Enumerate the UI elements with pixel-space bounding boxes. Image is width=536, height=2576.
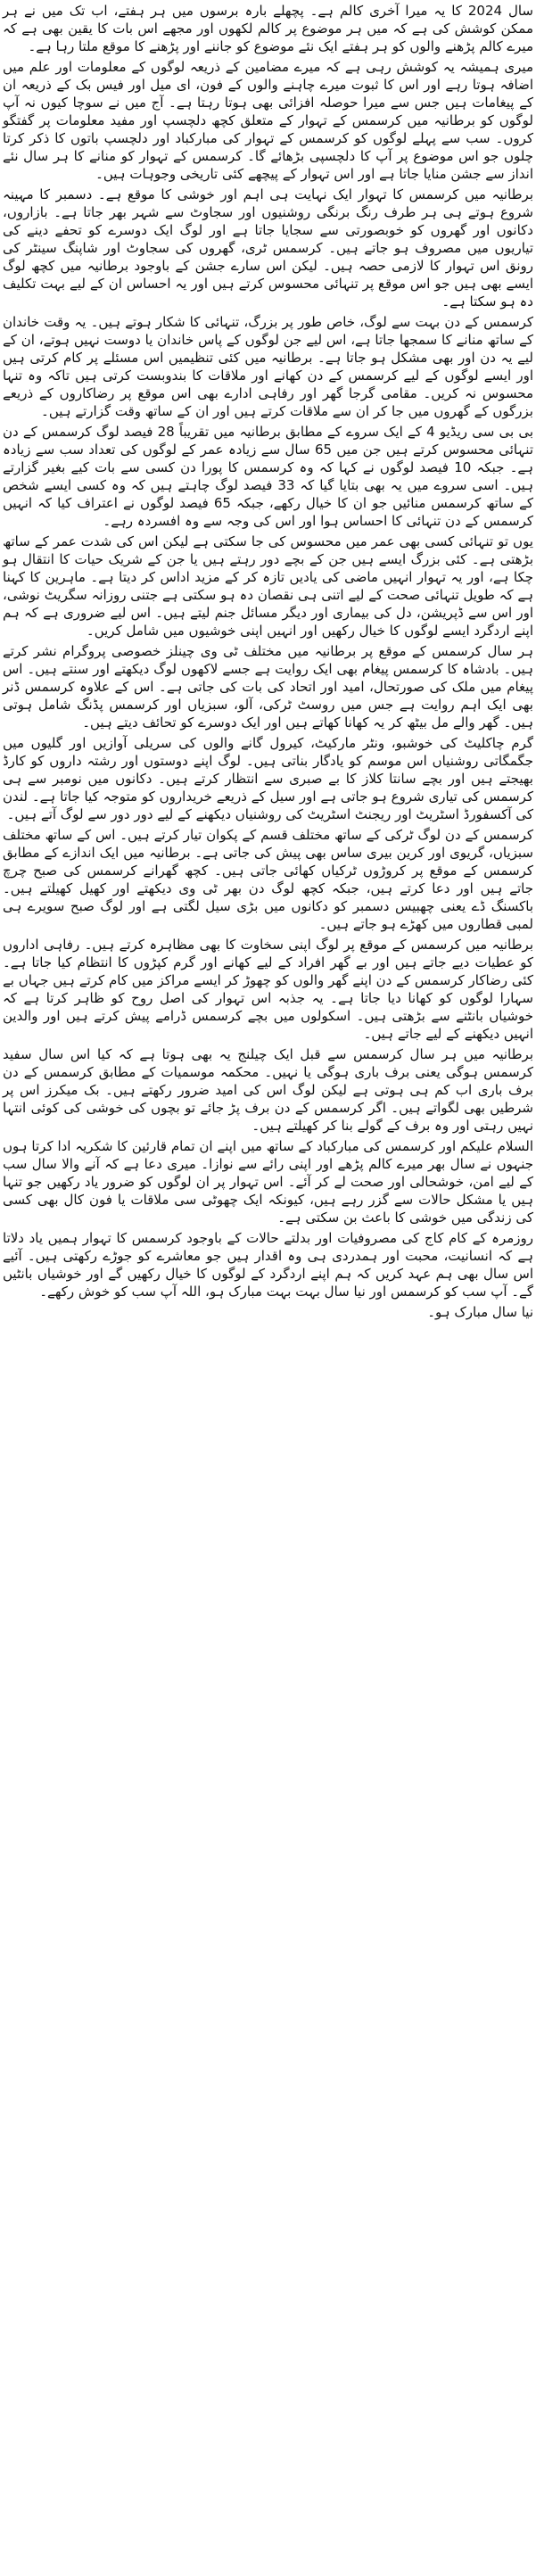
article-closing-line: نیا سال مبارک ہو۔: [427, 1304, 533, 1320]
article-paragraph-10: برطانیہ میں کرسمس کے موقع پر لوگ اپنی سخاوت کا بھی مظاہرہ کرتے ہیں۔ رفاہی اداروں کو عطیات دیے جاتے ہیں اور بے گھر افراد کے لیے کھانے اور گرم کپڑوں کا انتظام کیا جاتا ہے۔ کئی رضاکار کرسمس کے دن اپنے گھر والوں کو چھوڑ کر ایسے مراکز میں کام کرتے ہیں جہاں بے سہارا لوگوں کو کھانا دیا جاتا ہے۔ یہ جذبہ اس تہوار کی اصل روح کو ظاہر کرتا ہے کہ خوشیاں بانٹنے سے بڑھتی ہیں۔ اسکولوں میں بچے کرسمس ڈرامے پیش کرتے ہیں اور والدین انہیں دیکھنے کے لیے جاتے ہیں۔: [3, 937, 533, 1042]
article-paragraph-2: میری ہمیشہ یہ کوشش رہی ہے کہ میرے مضامین کے ذریعہ لوگوں کے معلومات اور علم میں اضافہ ہوتا رہے اور اس کا ثبوت میرے چاہنے والوں کے فون، ای میل اور فیس بک کے ذریعہ ان کے پیغامات ہیں جس سے میرا حوصلہ افزائی بھی ہوتا رہتا ہے۔ آج میں نے سوچا کیوں نہ آپ لوگوں کو برطانیہ میں کرسمس کے تہوار کے متعلق کچھ دلچسپ اور مفید معلومات پر گفتگو کروں۔ سب سے پہلے لوگوں کو کرسمس کے تہوار کی مبارکباد اور دلچسپ باتوں کا ذکر کرتا چلوں جو اس موضوع پر آپ کا دلچسپی بڑھائے گا۔ کرسمس کے تہوار کو منانے کا ہر سال نئے انداز سے جشن منایا جاتا ہے اور اس تہوار کے پیچھے کئی تاریخی وجوہات ہیں۔: [3, 59, 533, 182]
article-paragraph-11: برطانیہ میں ہر سال کرسمس سے قبل ایک چیلنج یہ بھی ہوتا ہے کہ کیا اس سال سفید کرسمس ہوگی یعنی برف باری ہوگی یا نہیں۔ محکمہ موسمیات کے مطابق کرسمس کے دن برف باری اب کم ہی ہوتی ہے لیکن لوگ اس کی امید ضرور رکھتے ہیں۔ بک میکرز اس پر شرطیں بھی لگواتے ہیں۔ اگر کرسمس کے دن برف پڑ جائے تو بچوں کی خوشی کی کوئی انتہا نہیں رہتی اور وہ برف کے گولے بنا کر کھیلتے ہیں۔: [3, 1046, 533, 1134]
article-paragraph-1: سال 2024 کا یہ میرا آخری کالم ہے۔ پچھلے بارہ برسوں میں ہر ہفتے، اب تک میں نے ہر ممکن کوشش کی ہے کہ میں ہر موضوع پر کالم لکھوں اور مجھے اس بات کا یقین بھی ہے کہ میرے کالم پڑھنے والوں کو ہر ہفتے ایک نئے موضوع کو جاننے اور پڑھنے کا موقع ملتا رہا ہے۔: [3, 3, 533, 54]
article-paragraph-7: ہر سال کرسمس کے موقع پر برطانیہ میں مختلف ٹی وی چینلز خصوصی پروگرام نشر کرتے ہیں۔ بادشاہ کا کرسمس پیغام بھی ایک روایت ہے جسے لاکھوں لوگ دیکھتے اور سنتے ہیں۔ اس پیغام میں ملک کی صورتحال، امید اور اتحاد کی بات کی جاتی ہے۔ اس کے علاوہ کرسمس ڈنر بھی ایک اہم روایت ہے جس میں روسٹ ٹرکی، آلو، سبزیاں اور کرسمس پڈنگ شامل ہوتی ہیں۔ گھر والے مل بیٹھ کر یہ کھانا کھاتے ہیں اور ایک دوسرے کو تحائف دیتے ہیں۔: [3, 643, 533, 731]
article-paragraph-8: گرم چاکلیٹ کی خوشبو، ونٹر مارکیٹ، کیرول گانے والوں کی سریلی آوازیں اور گلیوں میں جگمگاتی روشنیاں اس موسم کو یادگار بناتی ہیں۔ لوگ اپنے دوستوں اور رشتہ داروں کو کارڈ بھیجتے ہیں اور بچے سانتا کلاز کا بے صبری سے انتظار کرتے ہیں۔ دکانوں میں نومبر سے ہی کرسمس کی تیاری شروع ہو جاتی ہے اور سیل کے ذریعے خریداروں کو متوجہ کیا جاتا ہے۔ لندن کی آکسفورڈ اسٹریٹ اور ریجنٹ اسٹریٹ کی روشنیاں دیکھنے کے لیے دور دور سے لوگ آتے ہیں۔: [3, 735, 533, 822]
article-paragraph-3: برطانیہ میں کرسمس کا تہوار ایک نہایت ہی اہم اور خوشی کا موقع ہے۔ دسمبر کا مہینہ شروع ہوتے ہی ہر طرف رنگ برنگی روشنیوں اور سجاوٹ سے شہر بھر جاتا ہے۔ بازاروں، دکانوں اور گھروں کو خوبصورتی سے سجایا جاتا ہے اور لوگ ایک دوسرے کو تحفے دینے کی تیاریوں میں مصروف ہو جاتے ہیں۔ کرسمس ٹری، گھروں کی سجاوٹ اور شاپنگ سینٹر کی رونق اس تہوار کا لازمی حصہ ہیں۔ لیکن اس سارے جشن کے باوجود برطانیہ میں کچھ لوگ ایسے بھی ہیں جو اس موقع پر تنہائی محسوس کرتے ہیں اور یہ احساس ان کے لیے بہت تکلیف دہ ہو سکتا ہے۔: [3, 186, 533, 310]
article-paragraph-4: کرسمس کے دن بہت سے لوگ، خاص طور پر بزرگ، تنہائی کا شکار ہوتے ہیں۔ یہ وقت خاندان کے ساتھ منانے کا سمجھا جاتا ہے، اس لیے جن لوگوں کے پاس خاندان یا دوست نہیں ہوتے، ان کے لیے یہ دن اور بھی مشکل ہو جاتا ہے۔ برطانیہ میں کئی تنظیمیں اس مسئلے پر کام کرتی ہیں اور ایسے لوگوں کے لیے کرسمس کے دن کھانے اور ملاقات کا بندوبست کرتی ہیں تاکہ وہ تنہا محسوس نہ کریں۔ مقامی گرجا گھر اور رفاہی ادارے بھی اس موقع پر رضاکاروں کے ذریعے بزرگوں کے گھروں میں جا کر ان سے ملاقات کرتے ہیں اور ان کے ساتھ وقت گزارتے ہیں۔: [3, 314, 533, 419]
article-paragraph-13: روزمرہ کے کام کاج کی مصروفیات اور بدلتے حالات کے باوجود کرسمس کا تہوار ہمیں یاد دلاتا ہے کہ انسانیت، محبت اور ہمدردی ہی وہ اقدار ہیں جو معاشرے کو جوڑے رکھتی ہیں۔ آئیے اس سال بھی ہم عہد کریں کہ ہم اپنے اردگرد کے لوگوں کا خیال رکھیں گے اور خوشیاں بانٹیں گے۔ آپ سب کو کرسمس اور نیا سال بہت بہت مبارک ہو، اللہ آپ سب کو خوش رکھے۔: [3, 1230, 533, 1300]
article-paragraph-6: یوں تو تنہائی کسی بھی عمر میں محسوس کی جا سکتی ہے لیکن اس کی شدت عمر کے ساتھ بڑھتی ہے۔ کئی بزرگ ایسے ہیں جن کے بچے دور رہتے ہیں یا جن کے شریک حیات کا انتقال ہو چکا ہے، اور یہ تہوار انہیں ماضی کی یادیں تازہ کر کے مزید اداس کر دیتا ہے۔ ماہرین کا کہنا ہے کہ طویل تنہائی صحت کے لیے اتنی ہی نقصان دہ ہو سکتی ہے جتنی روزانہ سگریٹ نوشی، اور اس سے ڈپریشن، دل کی بیماری اور دیگر مسائل جنم لیتے ہیں۔ اس لیے ضروری ہے کہ ہم اپنے اردگرد ایسے لوگوں کا خیال رکھیں اور انہیں اپنی خوشیوں میں شامل کریں۔: [3, 533, 533, 639]
article-paragraph-5: بی بی سی ریڈیو 4 کے ایک سروے کے مطابق برطانیہ میں تقریباً 28 فیصد لوگ کرسمس کے دن تنہائی محسوس کرتے ہیں جن میں 65 سال سے زیادہ عمر کے لوگوں کی تعداد سب سے زیادہ ہے۔ جبکہ 10 فیصد لوگوں نے کہا کہ وہ کرسمس کا پورا دن کسی سے بات کیے بغیر گزارتے ہیں۔ اسی سروے میں یہ بھی بتایا گیا کہ 33 فیصد لوگ چاہتے ہیں کہ وہ کسی ایسے شخص کے ساتھ کرسمس منائیں جو ان کا خیال رکھے، جبکہ 65 فیصد لوگوں نے اعتراف کیا کہ انہیں کرسمس کے دن تنہائی کا احساس ہوا اور اس کی وجہ سے وہ افسردہ رہے۔: [3, 424, 533, 529]
article-paragraph-12: السلام علیکم اور کرسمس کی مبارکباد کے ساتھ میں اپنے ان تمام قارئین کا شکریہ ادا کرتا ہوں جنہوں نے سال بھر میرے کالم پڑھے اور اپنی رائے سے نوازا۔ میری دعا ہے کہ آنے والا سال سب کے لیے امن، خوشحالی اور صحت لے کر آئے۔ اس تہوار پر ان لوگوں کو ضرور یاد رکھیں جو تنہا ہیں یا مشکل حالات سے گزر رہے ہیں، کیونکہ ایک چھوٹی سی ملاقات یا فون کال بھی کسی کی زندگی میں خوشی کا باعث بن سکتی ہے۔: [3, 1138, 533, 1226]
article-paragraph-9: کرسمس کے دن لوگ ٹرکی کے ساتھ مختلف قسم کے پکوان تیار کرتے ہیں۔ اس کے ساتھ مختلف سبزیاں، گریوی اور کرین بیری ساس بھی پیش کی جاتی ہے۔ برطانیہ میں ایک اندازے کے مطابق کرسمس کے موقع پر کروڑوں ٹرکیاں کھائی جاتی ہیں۔ کچھ گھرانے کرسمس کی صبح چرچ جاتے ہیں اور دعا کرتے ہیں، جبکہ کچھ لوگ دن بھر ٹی وی دیکھتے اور کھیل کھیلتے ہیں۔ باکسنگ ڈے یعنی چھبیس دسمبر کو دکانوں میں بڑی سیل لگتی ہے اور لوگ صبح سویرے ہی لمبی قطاروں میں کھڑے ہو جاتے ہیں۔: [3, 827, 533, 932]
